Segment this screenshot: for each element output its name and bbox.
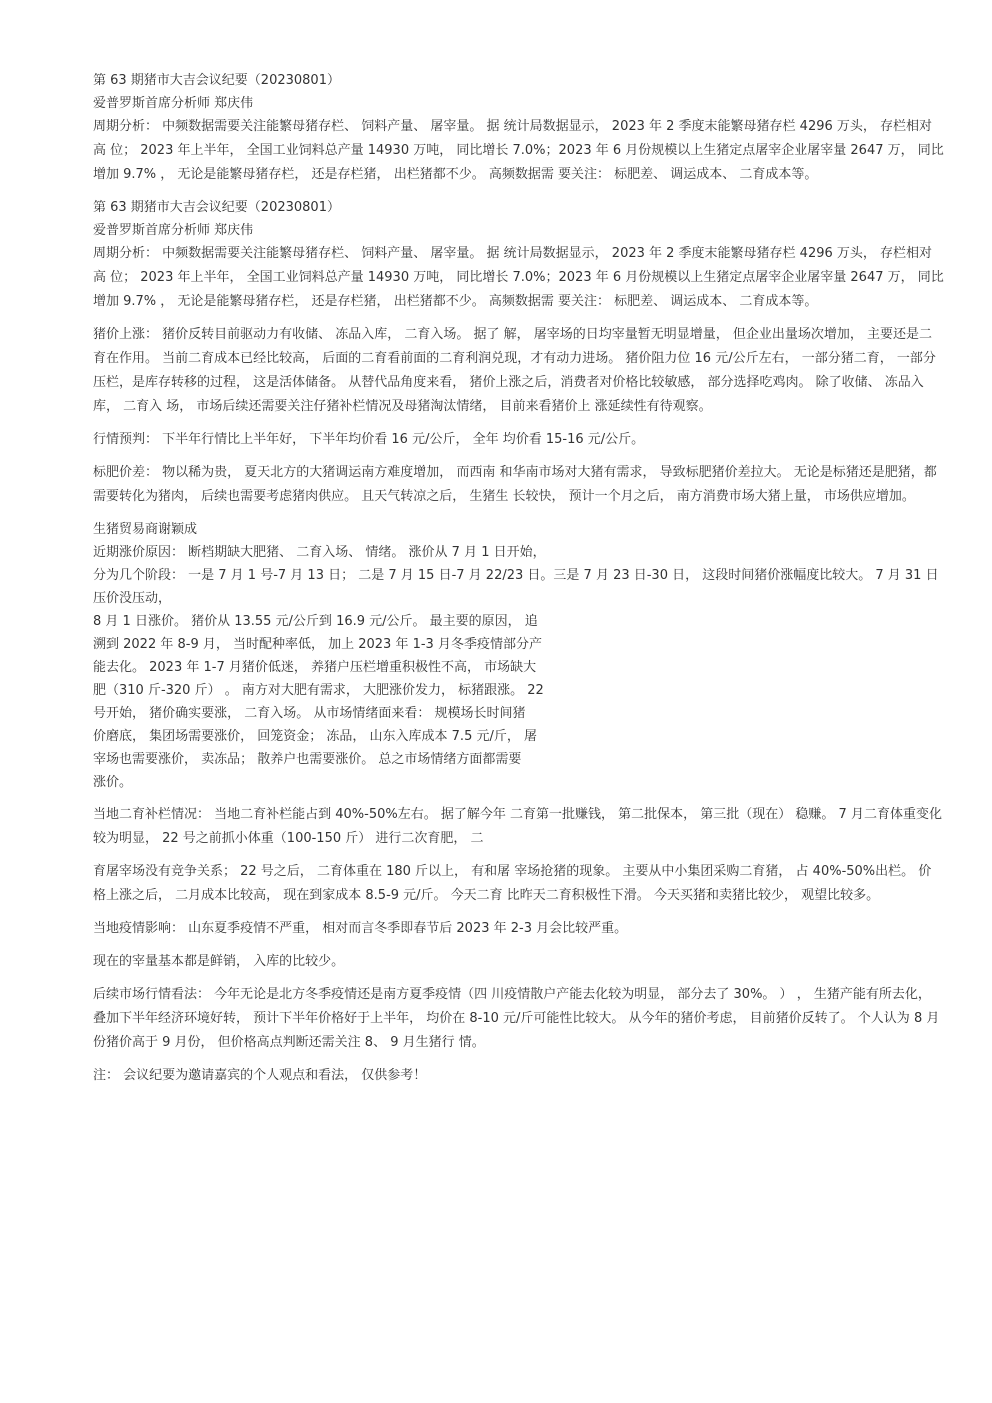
trader-name: 生猪贸易商谢颖成 — [93, 522, 198, 537]
disclaimer-note: 注： 会议纪要为邀请嘉宾的个人观点和看法， 仅供参考！ — [93, 1068, 427, 1083]
epidemic-paragraph: 当地疫情影响： 山东夏季疫情不严重， 相对而言冬季即春节后 2023 年 2-3 月会比较严重。 — [93, 921, 628, 936]
section-header-2 — [93, 196, 945, 314]
doc-title: 第 63 期猪市大吉会议纪要（20230801） — [93, 73, 340, 88]
trader-line: 涨价。 — [93, 775, 133, 790]
local-restock-paragraph-2: 育屠宰场没有竞争关系； 22 号之后， 二育体重在 180 斤以上， 有和屠 宰场抢猪的现象。 主要从中小集团采购二育猪， 占 40%-50%出栏。 价 格上涨之后， 二月成本比较高， 现在到家成本 8.5-9 元/斤。 今天二育 比昨天二育积极性下滑。 今天买猪和卖猪比较少， 观望比较多。 — [93, 864, 932, 903]
trader-line: 号开始， 猪价确实要涨， 二育入场。 从市场情绪面来看： 规模场长时间猪 — [93, 706, 526, 721]
trader-line: 溯到 2022 年 8-9 月， 当时配种率低， 加上 2023 年 1-3 月冬季疫情部分产 — [93, 637, 542, 652]
price-rise-paragraph: 猪价上涨： 猪价反转目前驱动力有收储、 冻品入库， 二育入场。 据了 解， 屠宰场的日均宰量暂无明显增量， 但企业出量场次增加， 主要还是二 育在作用。 当前二育成本已经比较高， 后面的二育看前面的二育利润兑现，才有动力进场。 猪价阻力位 16 元/公斤左右， 一部分猪二育， 一部分压栏，是库存转移的过程， 这是活体储备。 从替代品角度来看， 猪价上涨之后，消费者对价格比较敏感， 部分选择吃鸡肉。 除了收储、 冻品入库， 二育入 场， 市场后续还需要关注仔猪补栏情况及母猪淘汰情绪， 目前来看猪价上 涨延续性有待观察。 — [93, 327, 936, 414]
trader-reason: 近期涨价原因： 断档期缺大肥猪、 二育入场、 情绪。 涨价从 7 月 1 日开始， — [93, 545, 546, 560]
trader-line: 价磨底， 集团场需要涨价， 回笼资金； 冻品， 山东入库成本 7.5 元/斤， 屠 — [93, 729, 537, 744]
document-page — [93, 69, 945, 1097]
doc-author-repeat: 爱普罗斯首席分析师 郑庆伟 — [93, 223, 254, 238]
cycle-analysis-paragraph: 周期分析： 中频数据需要关注能繁母猪存栏、 饲料产量、 屠宰量。 据 统计局数据显示， 2023 年 2 季度末能繁母猪存栏 4296 万头， 存栏相对高 位； 2023 年上半年， 全国工业饲料总产量 14930 万吨， 同比增长 7.0%；2023 年 6 月份规模以上生猪定点屠宰企业屠宰量 2647 万， 同比增加 9.7% ， 无论是能繁母猪存栏， 还是存栏猪， 出栏猪都不少。 高频数据需 要关注： 标肥差、 调运成本、 二育成本等。 — [93, 119, 944, 182]
slaughter-paragraph: 现在的宰量基本都是鲜销， 入库的比较少。 — [93, 954, 345, 969]
trader-line: 宰场也需要涨价， 卖冻品； 散养户也需要涨价。 总之市场情绪方面都需要 — [93, 752, 522, 767]
trader-line: 能去化。 2023 年 1-7 月猪价低迷， 养猪户压栏增重积极性不高， 市场缺大 — [93, 660, 537, 675]
local-restock-paragraph-1: 当地二育补栏情况： 当地二育补栏能占到 40%-50%左右。 据了解今年 二育第一批赚钱， 第二批保本， 第三批（现在） 稳赚。 7 月二育体重变化较为明显， 22 号之前抓小体重（100-150 斤） 进行二次育肥， 二 — [93, 807, 942, 846]
trader-section — [93, 518, 945, 803]
trader-line: 肥（310 斤-320 斤） 。 南方对大肥有需求， 大肥涨价发力， 标猪跟涨。 22 — [93, 683, 544, 698]
doc-author: 爱普罗斯首席分析师 郑庆伟 — [93, 96, 254, 111]
forecast-paragraph: 行情预判： 下半年行情比上半年好， 下半年均价看 16 元/公斤， 全年 均价看 15-16 元/公斤。 — [93, 432, 645, 447]
doc-title-repeat: 第 63 期猪市大吉会议纪要（20230801） — [93, 200, 340, 215]
cycle-analysis-paragraph-repeat: 周期分析： 中频数据需要关注能繁母猪存栏、 饲料产量、 屠宰量。 据 统计局数据显示， 2023 年 2 季度末能繁母猪存栏 4296 万头， 存栏相对高 位； 2023 年上半年， 全国工业饲料总产量 14930 万吨， 同比增长 7.0%；2023 年 6 月份规模以上生猪定点屠宰企业屠宰量 2647 万， 同比增加 9.7% ， 无论是能繁母猪存栏， 还是存栏猪， 出栏猪都不少。 高频数据需 要关注： 标肥差、 调运成本、 二育成本等。 — [93, 246, 944, 309]
trader-detail-block — [93, 610, 558, 794]
section-header-1 — [93, 69, 945, 187]
trader-stages: 分为几个阶段： 一是 7 月 1 号-7 月 13 日； 二是 7 月 15 日-7 月 22/23 日。三是 7 月 23 日-30 日， 这段时间猪价涨幅度比较大。 7 月 31 日压价没压动， — [93, 568, 939, 606]
spread-paragraph: 标肥价差： 物以稀为贵， 夏天北方的大猪调运南方难度增加， 而西南 和华南市场对大猪有需求， 导致标肥猪价差拉大。 无论是标猪还是肥猪，都需要转化为猪肉， 后续也需要考虑猪肉供应。 且天气转凉之后， 生猪生 长较快， 预计一个月之后， 南方消费市场大猪上量， 市场供应增加。 — [93, 465, 937, 504]
outlook-paragraph: 后续市场行情看法： 今年无论是北方冬季疫情还是南方夏季疫情（四 川疫情散户产能去化较为明显， 部分去了 30%。 ） ， 生猪产能有所去化， 叠加下半年经济环境好转， 预计下半年价格好于上半年， 均价在 8-10 元/斤可能性比较大。 从今年的猪价考虑， 目前猪价反转了。 个人认为 8 月份猪价高于 9 月份， 但价格高点判断还需关注 8、 9 月生猪行 情。 — [93, 987, 940, 1050]
trader-line: 8 月 1 日涨价。 猪价从 13.55 元/公斤到 16.9 元/公斤。 最主要的原因， 追 — [93, 614, 538, 629]
